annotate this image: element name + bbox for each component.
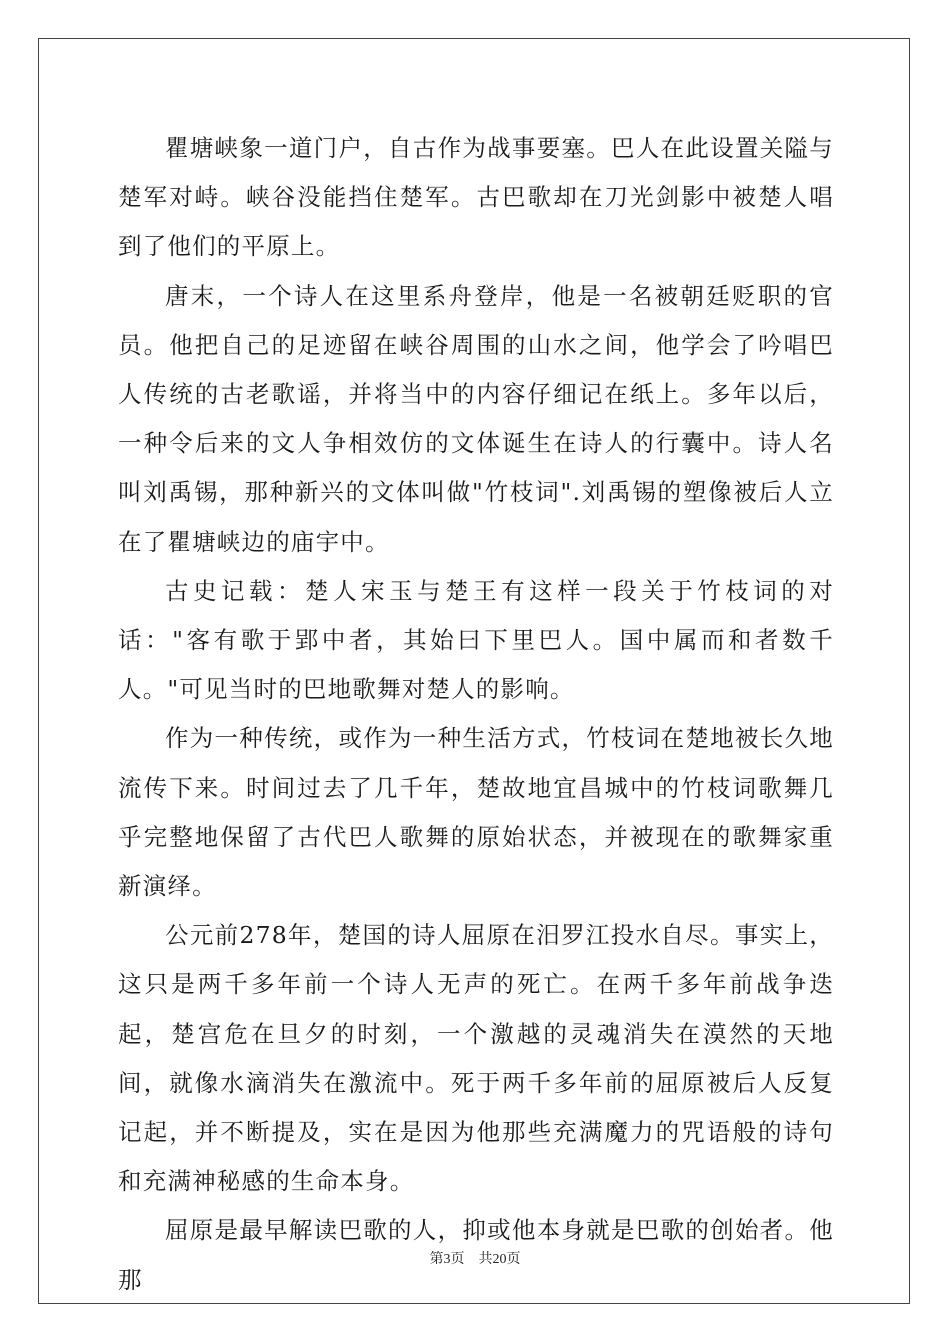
paragraph: 古史记载：楚人宋玉与楚王有这样一段关于竹枝词的对话："客有歌于郢中者，其始曰下里巴人。国中属而和者数千人。"可见当时的巴地歌舞对楚人的影响。 [118, 576, 834, 704]
paragraph: 屈原是最早解读巴歌的人，抑或他本身就是巴歌的创始者。他那 [118, 1216, 834, 1294]
document-body [118, 124, 834, 1305]
paragraph: 作为一种传统，或作为一种生活方式，竹枝词在楚地被长久地流传下来。时间过去了几千年，楚故地宜昌城中的竹枝词歌舞几乎完整地保留了古代巴人歌舞的原始状态，并被现在的歌舞家重新演绎。 [118, 724, 834, 901]
total-pages: 共20页 [478, 1252, 521, 1267]
paragraph: 瞿塘峡象一道门户，自古作为战事要塞。巴人在此设置关隘与楚军对峙。峡谷没能挡住楚军。古巴歌却在刀光剑影中被楚人唱到了他们的平原上。 [118, 134, 834, 261]
paragraph: 公元前278年，楚国的诗人屈原在汨罗江投水自尽。事实上，这只是两千多年前一个诗人无声的死亡。在两千多年前战争迭起，楚宫危在旦夕的时刻，一个激越的灵魂消失在漠然的天地间，就像水滴消失在激流中。死于两千多年前的屈原被后人反复记起，并不断提及，实在是因为他那些充满魔力的咒语般的诗句和充满神秘感的生命本身。 [118, 921, 834, 1196]
page-number: 第3页 [429, 1252, 465, 1267]
paragraph: 唐末，一个诗人在这里系舟登岸，他是一名被朝廷贬职的官员。他把自己的足迹留在峡谷周围的山水之间，他学会了吟唱巴人传统的古老歌谣，并将当中的内容仔细记在纸上。多年以后，一种令后来的文人争相效仿的文体诞生在诗人的行囊中。诗人名叫刘禹锡，那种新兴的文体叫做"竹枝词".刘禹锡的塑像被后人立在了瞿塘峡边的庙宇中。 [118, 281, 834, 556]
page-footer [0, 1248, 950, 1268]
